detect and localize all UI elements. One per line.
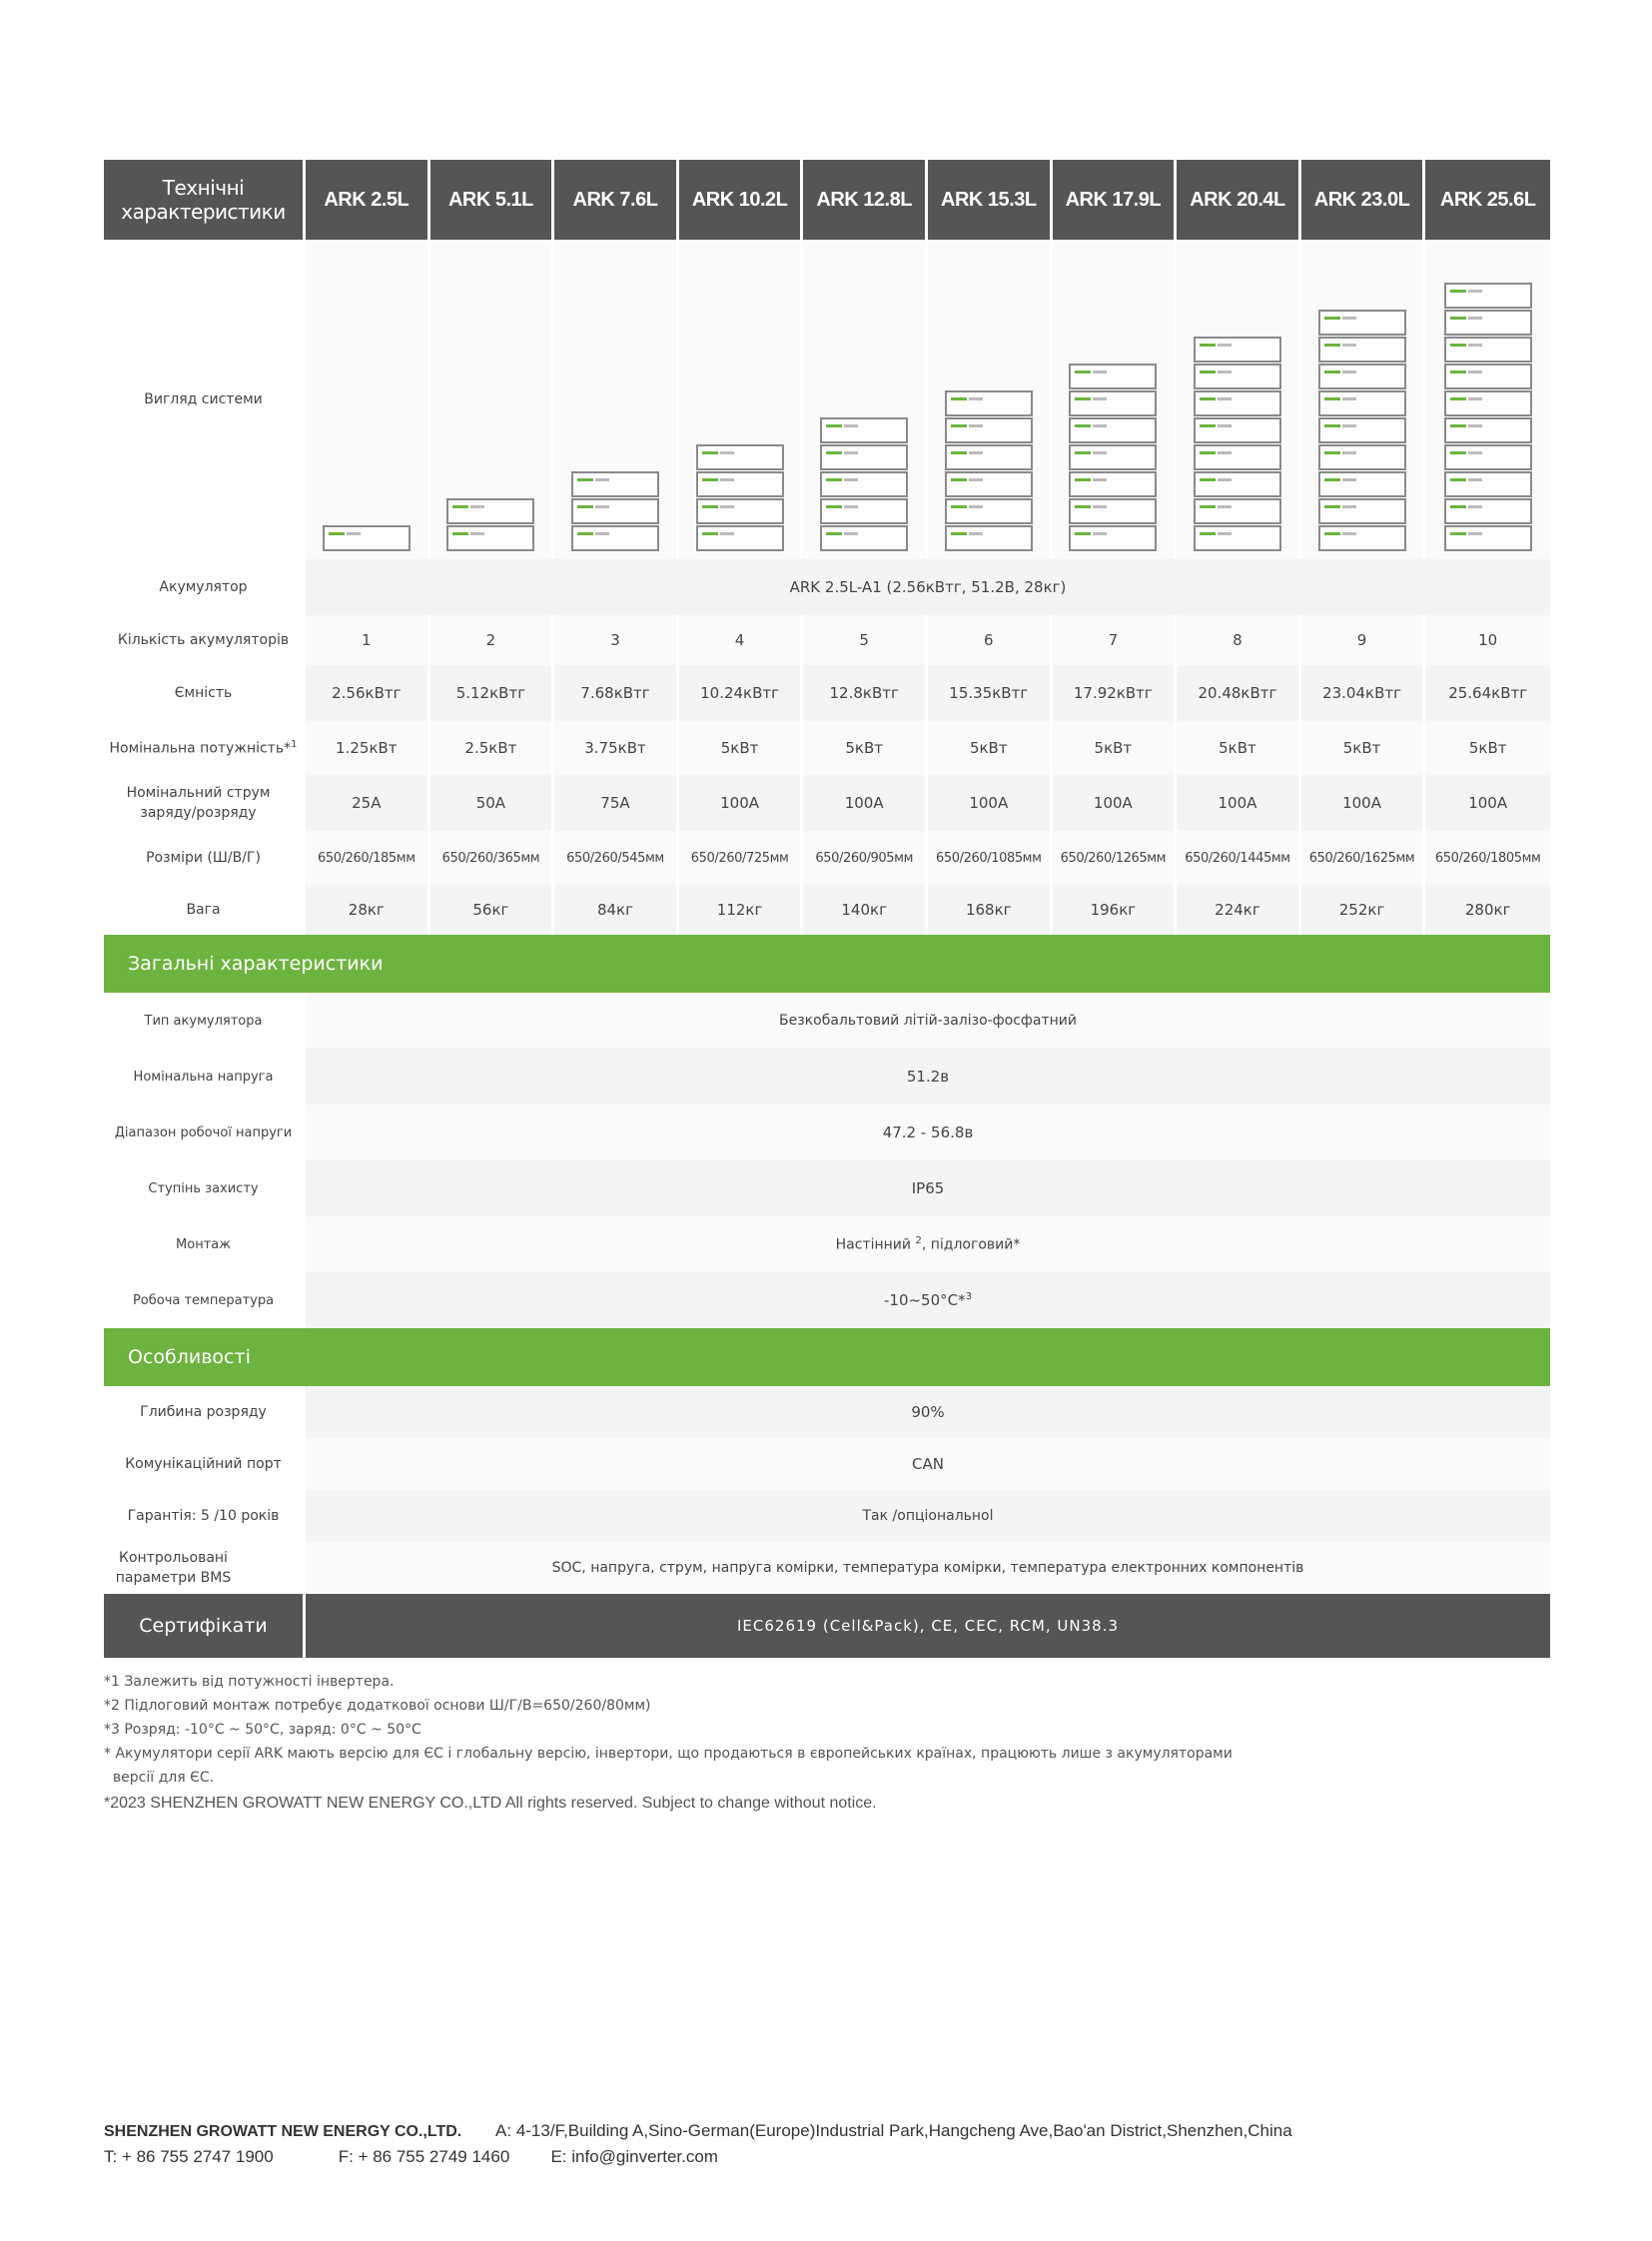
current-cell: 75A xyxy=(554,775,679,831)
capacity-row xyxy=(104,665,1550,721)
dims-cell: 650/260/365мм xyxy=(430,831,555,885)
count-cell: 7 xyxy=(1053,615,1178,665)
certs-title: Сертифікати xyxy=(104,1594,306,1658)
battery-stack-image xyxy=(696,443,784,551)
power-cell: 5кВт xyxy=(1301,721,1426,775)
weight-row xyxy=(104,885,1550,935)
mount-row xyxy=(104,1216,1550,1272)
battery-module-icon xyxy=(820,471,908,497)
battery-module-icon xyxy=(1194,525,1281,551)
battery-module-icon xyxy=(446,525,534,551)
count-cell: 4 xyxy=(679,615,804,665)
dims-cell: 650/260/725мм xyxy=(679,831,804,885)
power-cell: 5кВт xyxy=(679,721,804,775)
power-cell: 5кВт xyxy=(803,721,928,775)
footnote: *1 Залежить від потужності інвертера. xyxy=(104,1674,395,1690)
battery-stack-image xyxy=(1194,336,1281,551)
current-cell: 100A xyxy=(803,775,928,831)
battery-module-icon xyxy=(945,498,1033,524)
model-header: ARK 7.6L xyxy=(554,160,679,240)
company-contacts xyxy=(104,2147,718,2167)
warranty-row xyxy=(104,1490,1550,1542)
count-cell: 3 xyxy=(554,615,679,665)
voltage-label: Номінальна напруга xyxy=(104,1049,306,1105)
system-view-row xyxy=(104,240,1550,559)
power-cell: 5кВт xyxy=(1053,721,1178,775)
battery-module-icon xyxy=(945,417,1033,443)
company-email: E: info@ginverter.com xyxy=(550,2147,718,2166)
mount-value xyxy=(306,1216,1550,1272)
count-row xyxy=(104,615,1550,665)
battery-module-icon xyxy=(1069,498,1157,524)
count-cell: 6 xyxy=(928,615,1053,665)
battery-module-icon xyxy=(1444,498,1532,524)
company-fax: F: + 86 755 2749 1460 xyxy=(338,2147,510,2166)
system-image-cell xyxy=(803,240,928,559)
type-value: Безкобальтовий літій-залізо-фосфатний xyxy=(306,993,1550,1049)
battery-module-icon xyxy=(1069,390,1157,416)
battery-module-icon xyxy=(1318,390,1406,416)
capacity-cell: 23.04кВтг xyxy=(1301,665,1426,721)
battery-module-icon xyxy=(323,525,411,551)
model-header: ARK 12.8L xyxy=(803,160,928,240)
weight-cell: 280кг xyxy=(1425,885,1550,935)
count-cell: 9 xyxy=(1301,615,1426,665)
battery-stack-image xyxy=(945,389,1033,551)
ip-value: IP65 xyxy=(306,1160,1550,1216)
current-cell: 100A xyxy=(1177,775,1301,831)
power-row xyxy=(104,721,1550,775)
mount-label: Монтаж xyxy=(104,1216,306,1272)
dims-cell: 650/260/1805мм xyxy=(1425,831,1550,885)
current-cell: 100A xyxy=(1301,775,1426,831)
capacity-cell: 15.35кВтг xyxy=(928,665,1053,721)
battery-module-icon xyxy=(945,444,1033,470)
dims-label: Розміри (Ш/В/Г) xyxy=(104,831,306,885)
general-title: Загальні характеристики xyxy=(104,935,1550,993)
battery-module-icon xyxy=(1318,444,1406,470)
spec-table xyxy=(104,160,1550,1658)
battery-module-icon xyxy=(1444,444,1532,470)
dims-cell: 650/260/1085мм xyxy=(928,831,1053,885)
type-row xyxy=(104,993,1550,1049)
battery-module-icon xyxy=(1444,364,1532,389)
mount-footnote-mark: 2 xyxy=(915,1235,922,1247)
battery-stack-image xyxy=(1444,282,1532,551)
weight-cell: 56кг xyxy=(430,885,555,935)
power-cell: 5кВт xyxy=(928,721,1053,775)
temp-value xyxy=(306,1272,1550,1328)
capacity-cell: 2.56кВтг xyxy=(306,665,430,721)
weight-cell: 112кг xyxy=(679,885,804,935)
capacity-cell: 20.48кВтг xyxy=(1177,665,1301,721)
battery-module-icon xyxy=(1444,310,1532,336)
battery-module-icon xyxy=(446,498,534,524)
battery-module-icon xyxy=(945,525,1033,551)
bms-value: SOC, напруга, струм, напруга комірки, температура комірки, температура електронних компонентів xyxy=(306,1542,1550,1594)
capacity-cell: 17.92кВтг xyxy=(1053,665,1178,721)
count-cell: 8 xyxy=(1177,615,1301,665)
battery-stack-image xyxy=(323,524,411,551)
system-image-cell xyxy=(1301,240,1426,559)
bms-label: Контрольовані параметри BMS xyxy=(104,1542,306,1594)
model-header: ARK 20.4L xyxy=(1177,160,1301,240)
battery-row xyxy=(104,559,1550,615)
battery-module-icon xyxy=(1194,444,1281,470)
dims-cell: 650/260/1265мм xyxy=(1053,831,1178,885)
ip-label: Ступінь захисту xyxy=(104,1160,306,1216)
voltage-row xyxy=(104,1049,1550,1105)
battery-module-icon xyxy=(1194,390,1281,416)
port-row xyxy=(104,1438,1550,1490)
current-cell: 100A xyxy=(928,775,1053,831)
model-header: ARK 5.1L xyxy=(430,160,555,240)
footnote: версії для ЄС. xyxy=(104,1770,215,1786)
battery-stack-image xyxy=(1069,363,1157,551)
voltage-value: 51.2в xyxy=(306,1049,1550,1105)
battery-module-icon xyxy=(696,471,784,497)
footnotes xyxy=(104,1670,1502,1816)
mount-value-b: , підлоговий* xyxy=(921,1236,1021,1253)
battery-stack-image xyxy=(571,470,659,551)
battery-module-icon xyxy=(1318,471,1406,497)
power-cell: 2.5кВт xyxy=(430,721,555,775)
battery-module-icon xyxy=(820,417,908,443)
power-label xyxy=(104,721,306,775)
capacity-cell: 5.12кВтг xyxy=(430,665,555,721)
current-cell: 50A xyxy=(430,775,555,831)
battery-module-icon xyxy=(1444,471,1532,497)
battery-label: Акумулятор xyxy=(104,559,306,615)
weight-cell: 84кг xyxy=(554,885,679,935)
general-section-header xyxy=(104,935,1550,993)
system-image-cell xyxy=(306,240,430,559)
battery-module-icon xyxy=(1069,417,1157,443)
battery-module-icon xyxy=(571,525,659,551)
dims-row xyxy=(104,831,1550,885)
weight-cell: 140кг xyxy=(803,885,928,935)
battery-module-icon xyxy=(1444,417,1532,443)
battery-module-icon xyxy=(945,471,1033,497)
battery-module-icon xyxy=(1318,498,1406,524)
temp-label: Робоча температура xyxy=(104,1272,306,1328)
footnote: *2 Підлоговий монтаж потребує додаткової основи Ш/Г/В=650/260/80мм) xyxy=(104,1698,651,1714)
current-cell: 100A xyxy=(679,775,804,831)
count-cell: 1 xyxy=(306,615,430,665)
company-footer xyxy=(104,2121,1292,2141)
battery-module-icon xyxy=(1194,364,1281,389)
weight-cell: 28кг xyxy=(306,885,430,935)
battery-module-icon xyxy=(1444,390,1532,416)
current-row xyxy=(104,775,1550,831)
dims-cell: 650/260/1445мм xyxy=(1177,831,1301,885)
battery-stack-image xyxy=(820,416,908,551)
power-cell: 3.75кВт xyxy=(554,721,679,775)
warranty-value: Так /опціональноl xyxy=(306,1490,1550,1542)
port-label: Комунікаційний порт xyxy=(104,1438,306,1490)
dod-row xyxy=(104,1386,1550,1438)
system-image-cell xyxy=(554,240,679,559)
range-row xyxy=(104,1105,1550,1160)
battery-module-icon xyxy=(945,390,1033,416)
battery-module-icon xyxy=(1318,525,1406,551)
battery-module-icon xyxy=(571,471,659,497)
bms-row xyxy=(104,1542,1550,1594)
header-row xyxy=(104,160,1550,240)
capacity-cell: 10.24кВтг xyxy=(679,665,804,721)
model-header: ARK 2.5L xyxy=(306,160,430,240)
battery-module-icon xyxy=(1069,471,1157,497)
system-image-cell xyxy=(1177,240,1301,559)
battery-module-icon xyxy=(1318,310,1406,336)
battery-module-icon xyxy=(1069,444,1157,470)
system-image-cell xyxy=(1053,240,1178,559)
count-cell: 2 xyxy=(430,615,555,665)
range-value: 47.2 - 56.8в xyxy=(306,1105,1550,1160)
battery-module-icon xyxy=(696,498,784,524)
battery-value: ARK 2.5L-A1 (2.56кВтг, 51.2В, 28кг) xyxy=(306,559,1550,615)
battery-module-icon xyxy=(1194,417,1281,443)
power-cell: 5кВт xyxy=(1177,721,1301,775)
battery-module-icon xyxy=(1318,364,1406,389)
company-name: SHENZHEN GROWATT NEW ENERGY CO.,LTD. xyxy=(104,2123,462,2140)
system-image-cell xyxy=(928,240,1053,559)
spec-sheet xyxy=(104,160,1550,1658)
battery-module-icon xyxy=(696,444,784,470)
temp-value-text: -10~50°C* xyxy=(883,1291,966,1309)
system-image-cell xyxy=(679,240,804,559)
system-image-cell xyxy=(1425,240,1550,559)
certs-value: IEC62619 (Cell&Pack), CE, CEC, RCM, UN38.3 xyxy=(306,1594,1550,1658)
model-header: ARK 23.0L xyxy=(1301,160,1426,240)
footnote: * Акумулятори серії ARK мають версію для ЄС і глобальну версію, інвертори, що продаються в європейських країнах, працюють лише з акумуляторами xyxy=(104,1746,1233,1762)
current-cell: 100A xyxy=(1425,775,1550,831)
capacity-cell: 12.8кВтг xyxy=(803,665,928,721)
current-cell: 100A xyxy=(1053,775,1178,831)
capacity-cell: 25.64кВтг xyxy=(1425,665,1550,721)
power-cell: 5кВт xyxy=(1425,721,1550,775)
battery-module-icon xyxy=(1194,471,1281,497)
features-title: Особливості xyxy=(104,1328,1550,1386)
battery-module-icon xyxy=(820,525,908,551)
battery-module-icon xyxy=(571,498,659,524)
type-label: Тип акумулятора xyxy=(104,993,306,1049)
weight-cell: 168кг xyxy=(928,885,1053,935)
battery-module-icon xyxy=(820,444,908,470)
ip-row xyxy=(104,1160,1550,1216)
range-label: Діапазон робочої напруги xyxy=(104,1105,306,1160)
battery-module-icon xyxy=(1194,337,1281,363)
count-cell: 10 xyxy=(1425,615,1550,665)
system-image-cell xyxy=(430,240,555,559)
weight-label: Вага xyxy=(104,885,306,935)
capacity-label: Ємність xyxy=(104,665,306,721)
current-label: Номінальний струм заряду/розряду xyxy=(104,775,306,831)
footnote: *3 Розряд: -10°C ~ 50°C, заряд: 0°C ~ 50°C xyxy=(104,1722,421,1738)
count-cell: 5 xyxy=(803,615,928,665)
copyright: *2023 SHENZHEN GROWATT NEW ENERGY CO.,LTD All rights reserved. Subject to change without notice. xyxy=(104,1795,877,1812)
battery-stack-image xyxy=(446,497,534,551)
battery-module-icon xyxy=(1069,364,1157,389)
weight-cell: 224кг xyxy=(1177,885,1301,935)
battery-module-icon xyxy=(696,525,784,551)
company-address: A: 4-13/F,Building A,Sino-German(Europe)Industrial Park,Hangcheng Ave,Bao'an District,Shenzhen,China xyxy=(495,2121,1292,2140)
temp-row xyxy=(104,1272,1550,1328)
dod-label: Глибина розряду xyxy=(104,1386,306,1438)
mount-value-a: Настінний xyxy=(835,1236,916,1253)
features-section-header xyxy=(104,1328,1550,1386)
battery-module-icon xyxy=(1069,525,1157,551)
model-header: ARK 25.6L xyxy=(1425,160,1550,240)
dims-cell: 650/260/905мм xyxy=(803,831,928,885)
company-tel: T: + 86 755 2747 1900 xyxy=(104,2147,274,2166)
dod-value: 90% xyxy=(306,1386,1550,1438)
dims-cell: 650/260/545мм xyxy=(554,831,679,885)
weight-cell: 196кг xyxy=(1053,885,1178,935)
battery-module-icon xyxy=(1444,283,1532,309)
port-value: CAN xyxy=(306,1438,1550,1490)
temp-footnote-mark: 3 xyxy=(965,1291,972,1302)
header-title: Технічні характеристики xyxy=(104,160,306,240)
battery-module-icon xyxy=(1318,337,1406,363)
power-label-text: Номінальна потужність* xyxy=(109,740,292,757)
count-label: Кількість акумуляторів xyxy=(104,615,306,665)
battery-module-icon xyxy=(1318,417,1406,443)
battery-module-icon xyxy=(820,498,908,524)
battery-module-icon xyxy=(1444,337,1532,363)
model-header: ARK 15.3L xyxy=(928,160,1053,240)
dims-cell: 650/260/1625мм xyxy=(1301,831,1426,885)
battery-module-icon xyxy=(1444,525,1532,551)
current-cell: 25A xyxy=(306,775,430,831)
capacity-cell: 7.68кВтг xyxy=(554,665,679,721)
power-footnote-mark: 1 xyxy=(291,739,298,751)
battery-module-icon xyxy=(1194,498,1281,524)
certs-row xyxy=(104,1594,1550,1658)
warranty-label: Гарантія: 5 /10 років xyxy=(104,1490,306,1542)
battery-stack-image xyxy=(1318,309,1406,551)
dims-cell: 650/260/185мм xyxy=(306,831,430,885)
model-header: ARK 10.2L xyxy=(679,160,804,240)
power-cell: 1.25кВт xyxy=(306,721,430,775)
system-view-label: Вигляд системи xyxy=(104,240,306,559)
model-header: ARK 17.9L xyxy=(1053,160,1178,240)
weight-cell: 252кг xyxy=(1301,885,1426,935)
